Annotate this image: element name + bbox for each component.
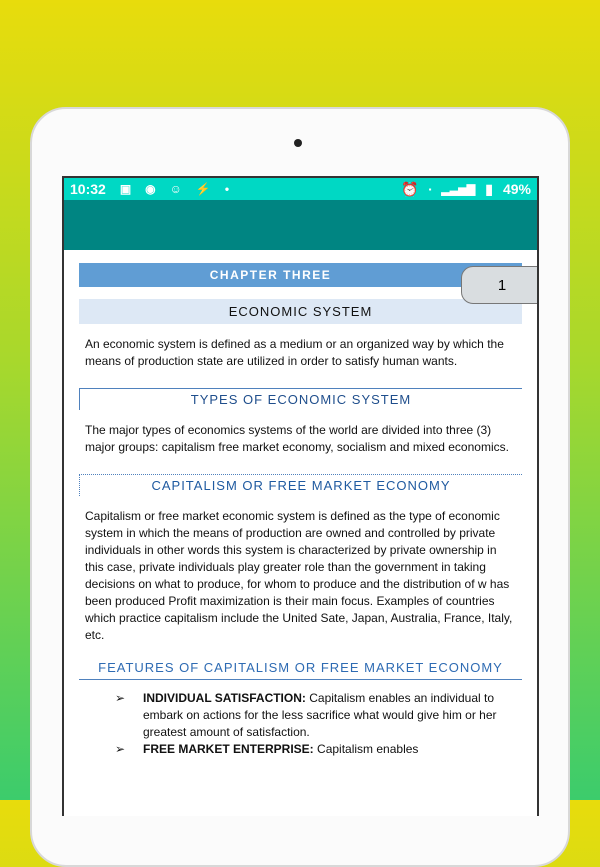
types-heading: TYPES OF ECONOMIC SYSTEM (79, 388, 522, 410)
feature-term: FREE MARKET ENTERPRISE: (143, 742, 314, 756)
feature-term: INDIVIDUAL SATISFACTION: (143, 691, 306, 705)
chapter-heading: CHAPTER THREE (79, 263, 522, 287)
flash-icon: ⚡ (195, 182, 211, 196)
arrow-bullet-icon: ➢ (115, 742, 126, 756)
page-title: ECONOMIC SYSTEM (79, 299, 522, 324)
alarm-icon: ⏰ (401, 180, 419, 197)
types-paragraph: The major types of economics systems of the world are divided into three (3) major groups: capitalism free market economy, socialism and mixed economics. (85, 423, 509, 454)
battery-icon: ▮ (485, 180, 493, 197)
status-bar (64, 178, 537, 200)
battery-level: 49% (502, 181, 531, 197)
page-number-badge[interactable]: 1 (461, 266, 539, 304)
intro-paragraph: An economic system is defined as a medium or an organized way by which the means of production state are utilized in order to satisfy human wants. (85, 337, 504, 368)
signal-icon: ▂▃▅▇ (441, 183, 476, 196)
capitalism-heading: CAPITALISM OR FREE MARKET ECONOMY (79, 474, 522, 496)
list-item (115, 741, 522, 758)
arrow-bullet-icon: ➢ (115, 691, 126, 705)
capitalism-paragraph: Capitalism or free market economic system is defined as the type of economic system in which the means of production are owned and controlled by private individuals in other words this system is characterized by private ownership in this case, private individuals play greater role than the government in taking decisions on what to produce, for whom to produce and the distribution of w has been produced Profit maximization is their main focus. Examples of countries which practice capitalism include the United Sate, Japan, Australia, France, Italy, etc. (85, 509, 513, 642)
camera (294, 139, 302, 147)
feature-text: Capitalism enables (313, 742, 419, 756)
hotspot-icon: ◉ (145, 182, 156, 196)
clock: 10:32 (70, 181, 106, 197)
feature-text: Capitalism enables an individual to embark on actions for the less sacrifice what would give him or her greatest amount of satisfaction. (143, 691, 497, 739)
screenshot-icon: ▣ (119, 182, 132, 196)
app-bar (64, 200, 537, 250)
features-list (79, 690, 522, 758)
document-content (64, 263, 537, 758)
list-item (115, 690, 522, 741)
dot-icon: • (224, 182, 230, 196)
keyboard-icon: ☺ (169, 182, 182, 196)
screen (62, 176, 539, 816)
sim-icon: ▪ (428, 184, 432, 194)
features-heading: FEATURES OF CAPITALISM OR FREE MARKET ECONOMY (79, 660, 522, 680)
